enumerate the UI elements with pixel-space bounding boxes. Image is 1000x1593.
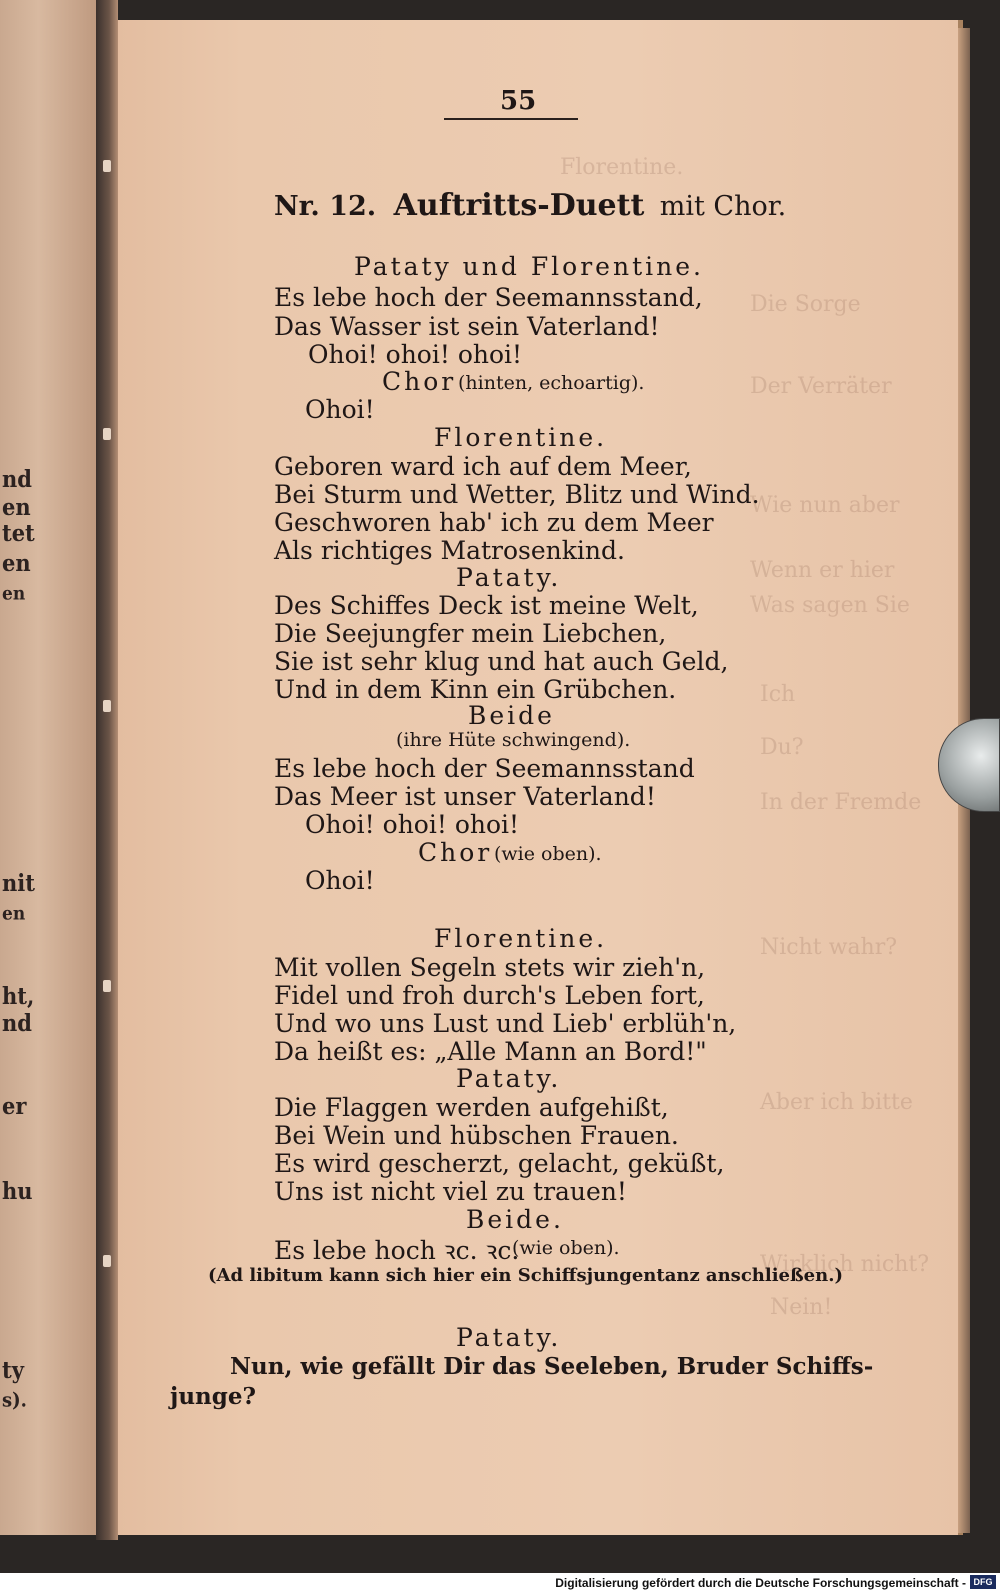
bleed-through-text: Nein! <box>770 1295 833 1320</box>
left-fragment: ty <box>2 1355 24 1384</box>
verse-line: Bei Sturm und Wetter, Blitz und Wind. <box>274 480 760 509</box>
stage-direction: (wie oben). <box>494 843 602 865</box>
bleed-through-text: Die Sorge <box>750 292 861 317</box>
section-title: Auftritts-Duett <box>393 188 645 223</box>
verse-line: Des Schiffes Deck ist meine Welt, <box>274 591 699 620</box>
verse-line: Und in dem Kinn ein Grübchen. <box>274 675 677 704</box>
verse-line: Es lebe hoch ꝛc. ꝛc. <box>274 1236 520 1265</box>
verse-line: Da heißt es: „Alle Mann an Bord!" <box>274 1037 707 1066</box>
stage-direction: (wie oben). <box>512 1237 620 1259</box>
left-fragment: nd <box>2 1008 32 1037</box>
verse-line: Geboren ward ich auf dem Meer, <box>274 452 692 481</box>
verse-line: Die Seejungfer mein Liebchen, <box>274 619 667 648</box>
speaker-label: Chor <box>418 838 493 867</box>
verse-line: Uns ist nicht viel zu trauen! <box>274 1177 627 1206</box>
speaker-label: Chor <box>382 367 457 396</box>
speaker-label: Beide <box>468 701 555 730</box>
verse-line: Und wo uns Lust und Lieb' erblüh'n, <box>274 1009 737 1038</box>
left-fragment: nd <box>2 464 32 493</box>
binding-stitch <box>103 428 111 440</box>
speaker-label: Pataty. <box>456 1064 562 1093</box>
verse-line: Mit vollen Segeln stets wir zieh'n, <box>274 953 706 982</box>
speaker-label: Florentine. <box>434 423 608 452</box>
verse-line: Es lebe hoch der Seemannsstand, <box>274 283 703 312</box>
bleed-through-text: Wirklich nicht? <box>760 1252 929 1277</box>
left-fragment: en <box>2 548 31 577</box>
section-heading <box>274 188 786 223</box>
verse-line: Geschworen hab' ich zu dem Meer <box>274 508 714 537</box>
speaker-label: Pataty. <box>456 1323 562 1352</box>
left-fragment: en <box>2 583 26 605</box>
bleed-through-text: Der Verräter <box>750 374 892 399</box>
verse-line: Es lebe hoch der Seemannsstand <box>274 754 695 783</box>
speaker-label: Pataty. <box>456 563 562 592</box>
page-number-rule <box>444 118 578 120</box>
left-fragment: er <box>2 1091 27 1120</box>
section-number: Nr. 12. <box>274 191 377 222</box>
left-fragment: tet <box>2 518 35 547</box>
verse-line: Es wird gescherzt, gelacht, geküßt, <box>274 1149 725 1178</box>
stage-direction: (hinten, echoartig). <box>458 372 645 394</box>
verse-line: Fidel und froh durch's Leben fort, <box>274 981 705 1010</box>
bleed-through-text: In der Fremde <box>760 790 922 815</box>
dfg-logo: DFG <box>970 1575 996 1589</box>
left-page <box>0 0 98 1535</box>
left-fragment: hu <box>2 1176 33 1205</box>
speaker-label: Beide. <box>466 1205 564 1234</box>
stage-direction: (ihre Hüte schwingend). <box>396 729 631 751</box>
book-gutter <box>96 0 118 1540</box>
bleed-through-text: Wenn er hier <box>750 558 895 583</box>
bleed-through-text: Ich <box>760 682 796 707</box>
verse-line: Ohoi! ohoi! ohoi! <box>305 810 520 839</box>
left-fragment: s). <box>2 1388 27 1413</box>
bleed-through-text: Was sagen Sie <box>750 593 910 618</box>
left-fragment: ht, <box>2 981 35 1010</box>
bleed-through-text: Aber ich bitte <box>760 1090 913 1115</box>
verse-line: Die Flaggen werden aufgehißt, <box>274 1093 669 1122</box>
speaker-label: Pataty und Florentine. <box>354 252 704 281</box>
section-title-suffix: mit Chor. <box>659 191 787 222</box>
prose-line: Nun, wie gefällt Dir das Seeleben, Bruder Schiffs- <box>230 1353 874 1380</box>
left-fragment: nit <box>2 868 35 897</box>
verse-line: Das Meer ist unser Vaterland! <box>274 782 656 811</box>
bleed-through-text: Florentine. <box>560 155 684 180</box>
page-number: 55 <box>500 86 537 116</box>
bleed-through-text: Nicht wahr? <box>760 935 898 960</box>
speaker-label: Florentine. <box>434 924 608 953</box>
bleed-through-text: Wie nun aber <box>750 493 900 518</box>
verse-line: Ohoi! <box>305 866 375 895</box>
verse-line: Das Wasser ist sein Vaterland! <box>274 312 660 341</box>
binding-stitch <box>103 980 111 992</box>
verse-line: Sie ist sehr klug und hat auch Geld, <box>274 647 729 676</box>
left-fragment: en <box>2 903 26 925</box>
binding-stitch <box>103 160 111 172</box>
prose-line: junge? <box>170 1383 256 1410</box>
verse-line: Als richtiges Matrosenkind. <box>274 536 625 565</box>
verse-line: Bei Wein und hübschen Frauen. <box>274 1121 679 1150</box>
left-fragment: en <box>2 492 31 521</box>
verse-line: Ohoi! <box>305 395 375 424</box>
stage-direction: (Ad libitum kann sich hier ein Schiffsjungentanz anschließen.) <box>208 1265 843 1286</box>
verse-line: Ohoi! ohoi! ohoi! <box>308 340 523 369</box>
binding-stitch <box>103 700 111 712</box>
footer-credit: Digitalisierung gefördert durch die Deutsche Forschungsgemeinschaft - <box>555 1576 966 1590</box>
bleed-through-text: Du? <box>760 735 804 760</box>
binding-stitch <box>103 1255 111 1267</box>
